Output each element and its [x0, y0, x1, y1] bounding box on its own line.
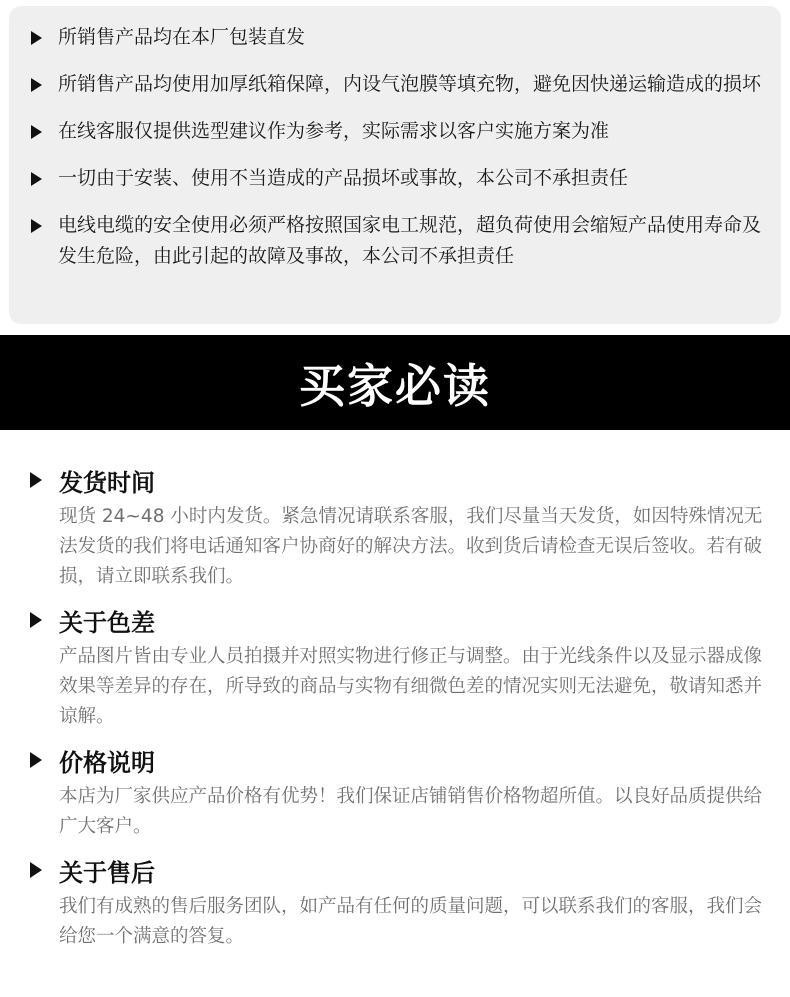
- triangle-bullet-icon: [31, 31, 42, 45]
- section-shipping-time: [30, 462, 775, 592]
- notice-item: [31, 163, 761, 194]
- notice-text: 一切由于安装、使用不当造成的产品损坏或事故，本公司不承担责任: [58, 167, 629, 189]
- triangle-bullet-icon: [30, 472, 42, 488]
- notice-text: 所销售产品均在本厂包装直发: [58, 26, 306, 48]
- notice-item: [31, 210, 761, 272]
- section-title: 关于售后: [59, 858, 155, 887]
- section-header: [30, 852, 775, 888]
- section-title: 价格说明: [59, 748, 155, 777]
- section-body: 产品图片皆由专业人员拍摄并对照实物进行修正与调整。由于光线条件以及显示器成像效果等差异的存在，所导致的商品与实物有细微色差的情况实则无法避免，敬请知悉并谅解。: [59, 646, 763, 727]
- section-color-difference: [30, 602, 775, 732]
- triangle-bullet-icon: [31, 125, 42, 139]
- section-after-sales: [30, 852, 775, 952]
- section-body: 本店为厂家供应产品价格有优势！我们保证店铺销售价格物超所值。以良好品质提供给广大客户。: [59, 786, 763, 837]
- section-header: [30, 462, 775, 498]
- section-header: [30, 742, 775, 778]
- triangle-bullet-icon: [30, 862, 42, 878]
- triangle-bullet-icon: [30, 612, 42, 628]
- notice-item: [31, 116, 761, 147]
- banner-title: 买家必读: [299, 358, 491, 413]
- triangle-bullet-icon: [31, 172, 42, 186]
- section-body: 我们有成熟的售后服务团队，如产品有任何的质量问题，可以联系我们的客服，我们会给您一个满意的答复。: [59, 896, 763, 947]
- section-title: 发货时间: [59, 468, 155, 497]
- notice-item: [31, 69, 761, 100]
- section-body: 现货 24~48 小时内发货。紧急情况请联系客服，我们尽量当天发货，如因特殊情况无法发货的我们将电话通知客户协商好的解决方法。收到货后请检查无误后签收。若有破损，请立即联系我们。: [59, 506, 763, 587]
- triangle-bullet-icon: [31, 78, 42, 92]
- notice-box: [9, 6, 781, 324]
- section-header: [30, 602, 775, 638]
- info-sections: [30, 462, 775, 962]
- notice-text: 在线客服仅提供选型建议作为参考，实际需求以客户实施方案为准: [58, 120, 610, 142]
- triangle-bullet-icon: [31, 219, 42, 233]
- notice-item: [31, 22, 761, 53]
- notice-text: 电线电缆的安全使用必须严格按照国家电工规范，超负荷使用会缩短产品使用寿命及发生危险，由此引起的故障及事故，本公司不承担责任: [58, 214, 762, 267]
- section-title: 关于色差: [59, 608, 155, 637]
- section-price-note: [30, 742, 775, 842]
- buyer-notice-banner: [0, 335, 790, 430]
- notice-text: 所销售产品均使用加厚纸箱保障，内设气泡膜等填充物，避免因快递运输造成的损坏: [58, 73, 762, 95]
- triangle-bullet-icon: [30, 752, 42, 768]
